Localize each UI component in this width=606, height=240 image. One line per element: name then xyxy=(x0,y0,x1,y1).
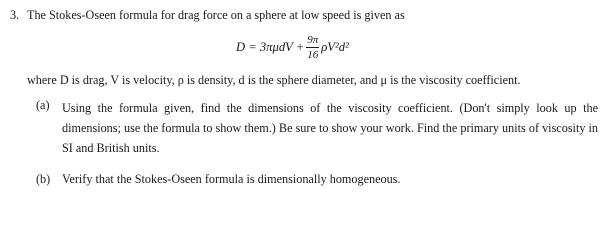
variable-definitions: where D is drag, V is velocity, ρ is density, d is the sphere diameter, and μ is the viscosity coefficient. xyxy=(27,73,521,87)
part-a-label: (a) xyxy=(36,98,50,112)
part-b-text: Verify that the Stokes-Oseen formula is dimensionally homogeneous. xyxy=(62,172,401,186)
fraction-denominator: 16 xyxy=(307,48,319,61)
equation-lhs: D = 3πμdV + xyxy=(236,39,305,54)
part-b-label: (b) xyxy=(36,172,51,186)
part-a-text: Using the formula given, find the dimensions of the viscosity coefficient. (Don't simply look up the dimensions; use the formula to show them.) Be sure to show your work. Find the primary units of viscosity in SI and British units. xyxy=(62,101,598,155)
fraction-numerator: 9π xyxy=(307,33,319,46)
problem-intro: The Stokes-Oseen formula for drag force on a sphere at low speed is given as xyxy=(27,8,405,22)
equation-rhs: ρV²d² xyxy=(321,39,349,54)
problem-number: 3. xyxy=(10,8,20,22)
equation-fraction xyxy=(306,34,319,61)
stokes-oseen-equation xyxy=(236,29,349,65)
fraction-bar xyxy=(306,47,319,48)
